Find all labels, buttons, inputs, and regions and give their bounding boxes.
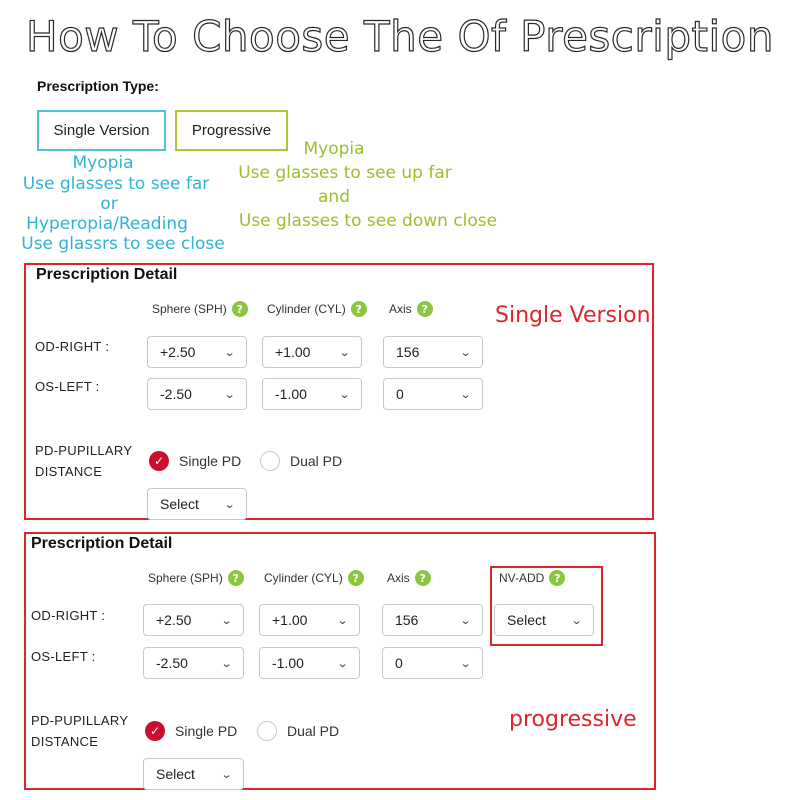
single-version-button[interactable]: Single Version bbox=[37, 110, 166, 151]
question-icon[interactable]: ? bbox=[351, 301, 367, 317]
od-cyl-select[interactable] bbox=[262, 336, 362, 368]
chevron-down-icon: ⌄ bbox=[220, 767, 233, 781]
od-axis-select[interactable] bbox=[382, 604, 483, 636]
od-axis-value: 156 bbox=[395, 612, 419, 628]
chevron-down-icon: ⌄ bbox=[459, 345, 472, 359]
progressive-note-line-2: Use glasses to see up far bbox=[238, 163, 452, 183]
radio-empty-icon bbox=[257, 721, 277, 741]
radio-empty-icon bbox=[260, 451, 280, 471]
dual-pd-label: Dual PD bbox=[290, 453, 343, 469]
chevron-down-icon: ⌄ bbox=[223, 387, 236, 401]
axis-column-header bbox=[389, 301, 433, 317]
single-note-line-3: or bbox=[100, 194, 118, 214]
od-sph-select[interactable] bbox=[143, 604, 244, 636]
dual-pd-radio[interactable] bbox=[257, 721, 339, 741]
os-cyl-select[interactable] bbox=[262, 378, 362, 410]
nv-add-column-header bbox=[499, 570, 565, 586]
progressive-note-line-1: Myopia bbox=[303, 139, 365, 159]
question-icon[interactable]: ? bbox=[549, 570, 565, 586]
os-axis-select[interactable] bbox=[382, 647, 483, 679]
chevron-down-icon: ⌄ bbox=[570, 613, 583, 627]
single-pd-radio[interactable] bbox=[149, 451, 241, 471]
axis-column-header bbox=[387, 570, 431, 586]
od-axis-value: 156 bbox=[396, 344, 420, 360]
cyl-column-header bbox=[264, 570, 364, 586]
chevron-down-icon: ⌄ bbox=[336, 656, 349, 670]
od-axis-select[interactable] bbox=[383, 336, 483, 368]
sph-column-header bbox=[152, 301, 248, 317]
progressive-note-line-3: and bbox=[318, 187, 350, 207]
axis-header-label: Axis bbox=[387, 571, 410, 585]
cyl-header-label: Cylinder (CYL) bbox=[264, 571, 343, 585]
nv-add-header-label: NV-ADD bbox=[499, 571, 545, 585]
od-right-label: OD-RIGHT : bbox=[35, 339, 110, 354]
prescription-type-label: Prescription Type: bbox=[37, 78, 159, 94]
question-icon[interactable]: ? bbox=[417, 301, 433, 317]
chevron-down-icon: ⌄ bbox=[336, 613, 349, 627]
chevron-down-icon: ⌄ bbox=[220, 613, 233, 627]
os-cyl-value: -1.00 bbox=[272, 655, 304, 671]
od-sph-value: +2.50 bbox=[156, 612, 192, 628]
pd-select-value: Select bbox=[156, 766, 195, 782]
single-note-line-2: Use glasses to see far bbox=[22, 174, 210, 194]
single-pd-radio[interactable] bbox=[145, 721, 237, 741]
nv-add-select[interactable] bbox=[494, 604, 594, 636]
pd-label-line-1: PD-PUPILLARY bbox=[35, 443, 133, 458]
chevron-down-icon: ⌄ bbox=[338, 387, 351, 401]
os-sph-select[interactable] bbox=[143, 647, 244, 679]
single-version-label: Single Version bbox=[495, 303, 651, 328]
check-icon: ✓ bbox=[145, 721, 165, 741]
progressive-label: progressive bbox=[509, 707, 637, 732]
sph-header-label: Sphere (SPH) bbox=[152, 302, 227, 316]
pd-label-line-2: DISTANCE bbox=[31, 734, 99, 749]
os-axis-value: 0 bbox=[396, 386, 404, 402]
pd-label-line-1: PD-PUPILLARY bbox=[31, 713, 129, 728]
os-axis-select[interactable] bbox=[383, 378, 483, 410]
cyl-column-header bbox=[267, 301, 367, 317]
pd-select[interactable] bbox=[143, 758, 244, 790]
sph-column-header bbox=[148, 570, 244, 586]
od-cyl-select[interactable] bbox=[259, 604, 360, 636]
chevron-down-icon: ⌄ bbox=[459, 656, 472, 670]
panel-title: Prescription Detail bbox=[36, 266, 178, 283]
dual-pd-radio[interactable] bbox=[260, 451, 342, 471]
single-pd-label: Single PD bbox=[179, 453, 242, 469]
axis-header-label: Axis bbox=[389, 302, 412, 316]
single-note-line-5: Use glassrs to see close bbox=[21, 234, 225, 254]
nv-add-value: Select bbox=[507, 612, 546, 628]
question-icon[interactable]: ? bbox=[232, 301, 248, 317]
single-pd-label: Single PD bbox=[175, 723, 238, 739]
chevron-down-icon: ⌄ bbox=[223, 345, 236, 359]
os-sph-value: -2.50 bbox=[156, 655, 188, 671]
single-note-line-1: Myopia bbox=[72, 153, 134, 173]
os-left-label: OS-LEFT : bbox=[35, 379, 100, 394]
os-left-label: OS-LEFT : bbox=[31, 649, 96, 664]
question-icon[interactable]: ? bbox=[415, 570, 431, 586]
page-title: How To Choose The Of Prescription bbox=[26, 12, 774, 61]
pd-select-value: Select bbox=[160, 496, 199, 512]
od-sph-select[interactable] bbox=[147, 336, 247, 368]
chevron-down-icon: ⌄ bbox=[220, 656, 233, 670]
progressive-button[interactable]: Progressive bbox=[175, 110, 288, 151]
progressive-note-line-4: Use glasses to see down close bbox=[238, 211, 498, 231]
chevron-down-icon: ⌄ bbox=[459, 613, 472, 627]
question-icon[interactable]: ? bbox=[228, 570, 244, 586]
question-icon[interactable]: ? bbox=[348, 570, 364, 586]
pd-select[interactable] bbox=[147, 488, 247, 520]
pd-label-line-2: DISTANCE bbox=[35, 464, 103, 479]
chevron-down-icon: ⌄ bbox=[459, 387, 472, 401]
panel-title: Prescription Detail bbox=[31, 535, 173, 552]
od-cyl-value: +1.00 bbox=[272, 612, 308, 628]
chevron-down-icon: ⌄ bbox=[338, 345, 351, 359]
od-cyl-value: +1.00 bbox=[275, 344, 311, 360]
chevron-down-icon: ⌄ bbox=[223, 497, 236, 511]
os-sph-select[interactable] bbox=[147, 378, 247, 410]
od-right-label: OD-RIGHT : bbox=[31, 608, 106, 623]
dual-pd-label: Dual PD bbox=[287, 723, 340, 739]
check-icon: ✓ bbox=[149, 451, 169, 471]
os-cyl-value: -1.00 bbox=[275, 386, 307, 402]
sph-header-label: Sphere (SPH) bbox=[148, 571, 223, 585]
single-note-line-4: Hyperopia/Reading bbox=[26, 214, 188, 234]
os-sph-value: -2.50 bbox=[160, 386, 192, 402]
os-cyl-select[interactable] bbox=[259, 647, 360, 679]
os-axis-value: 0 bbox=[395, 655, 403, 671]
od-sph-value: +2.50 bbox=[160, 344, 196, 360]
cyl-header-label: Cylinder (CYL) bbox=[267, 302, 346, 316]
